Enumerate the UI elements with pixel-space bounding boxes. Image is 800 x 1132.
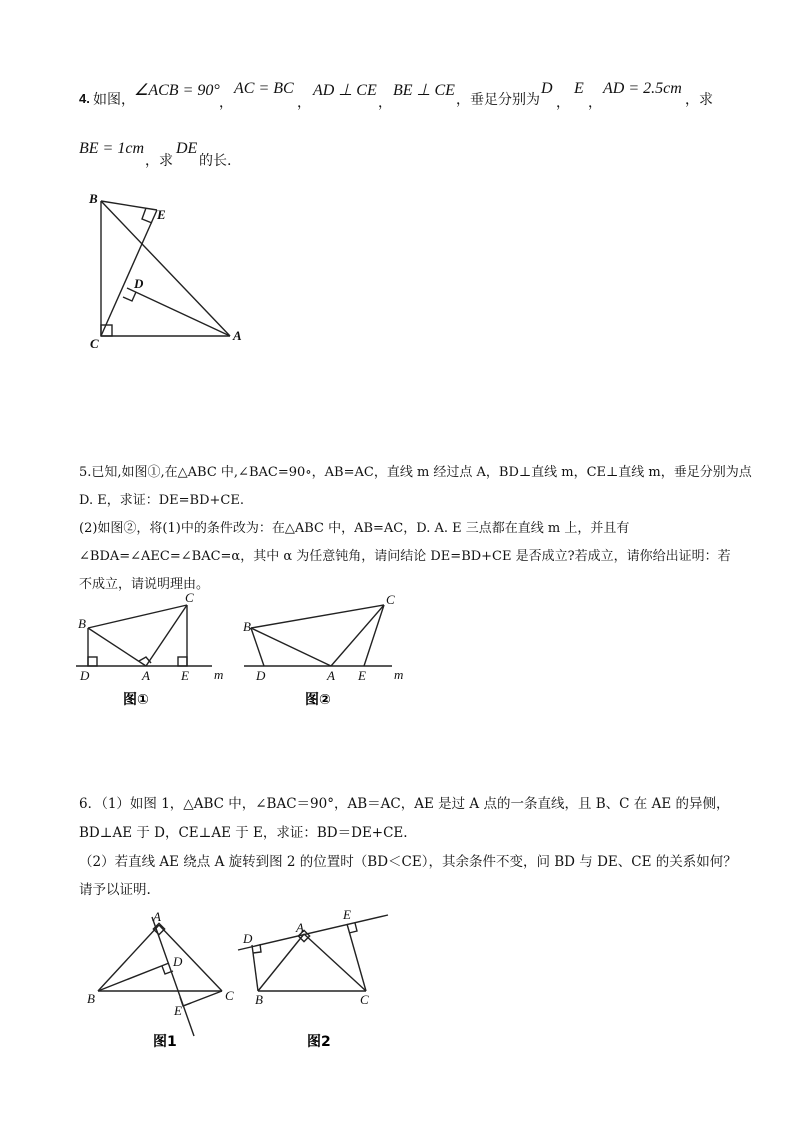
q6-f2-label-b: B (255, 992, 263, 1007)
q6-figure-1-caption: 图1 (153, 1034, 177, 1050)
q6-segment-ce (347, 924, 366, 991)
q4-cond-equal: AC = BC (234, 80, 294, 97)
q4-sep: ， (378, 95, 392, 111)
q4-cond-perp1: AD ⊥ CE (313, 82, 377, 99)
q5-f1-label-m: m (214, 667, 224, 682)
q6-segment-ba (98, 925, 159, 991)
q6-f2-label-c: C (360, 992, 369, 1007)
q4-ask2: ，求 (145, 153, 173, 169)
q5-f1-label-a: A (142, 668, 150, 683)
q5-figure-2-caption: 图② (305, 692, 331, 708)
q6-f2-label-e: E (343, 907, 351, 922)
q5-line5: 不成立，请说明理由。 (79, 577, 210, 592)
q5-line3: (2)如图②，将(1)中的条件改为：在△ABC 中，AB=AC，D. A. E 三点都在直线 m 上，并且有 (79, 521, 630, 536)
q4-sep: ， (297, 95, 311, 111)
q6-segment-ac (159, 925, 222, 991)
q6-f1-label-d: D (173, 954, 183, 969)
q4-segment-de: DE (176, 140, 198, 157)
q4-sep: ， (556, 95, 570, 111)
q5-f1-label-d: D (80, 668, 90, 683)
q5-figure-1-caption: 图① (123, 692, 149, 708)
q6-f1-label-e: E (174, 1003, 182, 1018)
q6-figure-1 (98, 917, 222, 1036)
q5-line4: ∠BDA=∠AEC=∠BAC=α，其中 α 为任意钝角，请问结论 DE=BD+CE 是否成立?若成立，请你给出证明：若 (79, 549, 731, 564)
q5-f1-label-c: C (185, 590, 194, 605)
q4-tail: 的长. (199, 153, 232, 169)
q6-line4: 请予以证明. (79, 882, 151, 898)
q6-figure-2-caption: 图2 (307, 1034, 331, 1050)
q6-line3: （2）若直线 AE 绕点 A 旋转到图 2 的位置时（BD＜CE），其余条件不变，问 BD 与 DE、CE 的关系如何？ (79, 854, 737, 870)
q6-f2-label-a: A (296, 920, 304, 935)
q6-f2-label-d: D (243, 931, 253, 946)
q5-f2-label-d: D (256, 668, 266, 683)
q6-segment-ab (258, 934, 304, 991)
q6-f1-label-a: A (153, 909, 161, 924)
q5-f1-label-e: E (181, 668, 189, 683)
q5-line1: 5.已知,如图①,在△ABC 中,∠BAC=90∘，AB=AC，直线 m 经过点 A，BD⊥直线 m，CE⊥直线 m，垂足分别为点 (79, 465, 752, 480)
q4-point-d: D (541, 80, 553, 97)
q5-line2: D. E，求证：DE=BD+CE. (79, 493, 244, 508)
q5-f2-label-b: B (243, 619, 251, 634)
q6-figure-2 (238, 915, 388, 991)
q4-cond-perp2: BE ⊥ CE (393, 82, 455, 99)
q6-f1-label-c: C (225, 988, 234, 1003)
q4-label-c: C (90, 336, 99, 351)
q4-sep: ， (588, 95, 602, 111)
q5-f2-label-c: C (386, 592, 395, 607)
q4-label-b: B (89, 191, 98, 206)
q5-f1-label-b: B (78, 616, 86, 631)
q6-segment-bd (98, 963, 169, 991)
q4-intro: 如图， (93, 92, 135, 108)
q4-foot: ，垂足分别为 (456, 92, 540, 108)
q4-label-a: A (233, 328, 242, 343)
q6-segment-ac (304, 934, 366, 991)
q6-line2: BD⊥AE 于 D，CE⊥AE 于 E，求证：BD＝DE+CE. (79, 825, 408, 841)
q4-cond-ad: AD = 2.5cm (603, 80, 682, 97)
q4-label-d: D (134, 276, 144, 291)
q4-label-e: E (157, 207, 166, 222)
q4-cond-angle: ∠ACB = 90° (134, 82, 220, 99)
q5-f2-label-e: E (358, 668, 366, 683)
q4-number: 4. (79, 91, 90, 106)
q4-cond-be: BE = 1cm (79, 140, 144, 157)
q6-f1-label-b: B (87, 991, 95, 1006)
q4-sep: ， (219, 95, 233, 111)
q5-f2-label-a: A (327, 668, 335, 683)
q4-ask: ，求 (685, 92, 713, 108)
q4-point-e: E (574, 80, 584, 97)
q5-f2-label-m: m (394, 667, 404, 682)
q6-line1: 6．（1）如图 1，△ABC 中，∠BAC＝90°，AB＝AC，AE 是过 A 点的一条直线，且 B、C 在 AE 的异侧， (79, 796, 730, 812)
